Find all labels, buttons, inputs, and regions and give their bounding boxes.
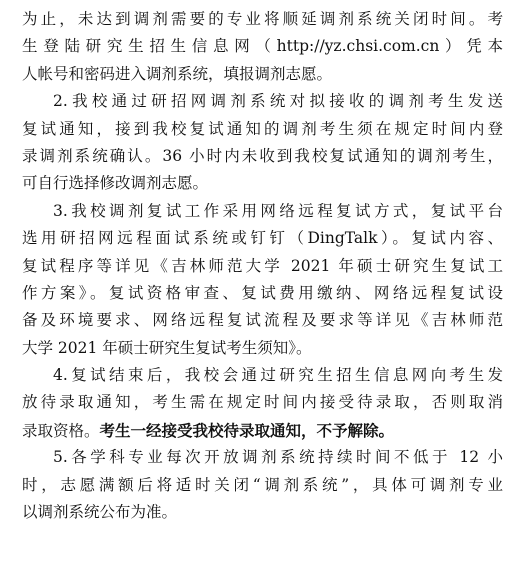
text-line: 为止，未达到调剂需要的专业将顺延调剂系统关闭时间。考: [22, 10, 503, 28]
text-line: 录调剂系统确认。36 小时内未收到我校复试通知的调剂考生，: [22, 146, 503, 165]
paragraph-3: [22, 198, 503, 362]
text-line: 备及环境要求、网络远程复试流程及要求等详见《吉林师范: [22, 311, 503, 330]
text-line: [22, 417, 503, 444]
paragraph-4: [22, 362, 503, 444]
text-line: 复试程序等详见《吉林师范大学 2021 年硕士研究生复试工: [22, 256, 503, 275]
text-line: 选用研招网远程面试系统或钉钉（DingTalk）。复试内容、: [22, 229, 503, 248]
emphasized-text: 考生一经接受我校待录取通知，不予解除。: [99, 420, 395, 440]
text-line: 复试通知，接到我校复试通知的调剂考生须在规定时间内登: [22, 119, 503, 138]
text-line: 4.复试结束后，我校会通过研究生招生信息网向考生发: [53, 366, 503, 385]
text-line: 2.我校通过研招网调剂系统对拟接收的调剂考生发送: [53, 92, 503, 111]
text-line: 3.我校调剂复试工作采用网络远程复试方式，复试平台: [53, 201, 503, 220]
text-span: 录取资格。: [22, 421, 100, 440]
paragraph-1: [22, 6, 503, 88]
text-line: 放待录取通知，考生需在规定时间内接受待录取，否则取消: [22, 393, 503, 412]
text-line: 人帐号和密码进入调剂系统，填报调剂志愿。: [22, 64, 333, 83]
text-line: 作方案》。复试资格审查、复试费用缴纳、网络远程复试设: [22, 283, 503, 302]
paragraph-5: [22, 444, 503, 526]
paragraph-2: [22, 88, 503, 198]
text-line: 可自行选择修改调剂志愿。: [22, 174, 209, 193]
text-line: 时，志愿满额后将适时关闭“调剂系统”，具体可调剂专业: [22, 475, 503, 494]
text-line: 5.各学科专业每次开放调剂系统持续时间不低于 12 小: [53, 448, 503, 467]
text-line: 大学 2021 年硕士研究生复试考生须知》。: [22, 338, 312, 357]
text-line: 以调剂系统公布为准。: [22, 503, 178, 522]
text-line: 生登陆研究生招生信息网（http://yz.chsi.com.cn）凭本: [22, 37, 503, 56]
